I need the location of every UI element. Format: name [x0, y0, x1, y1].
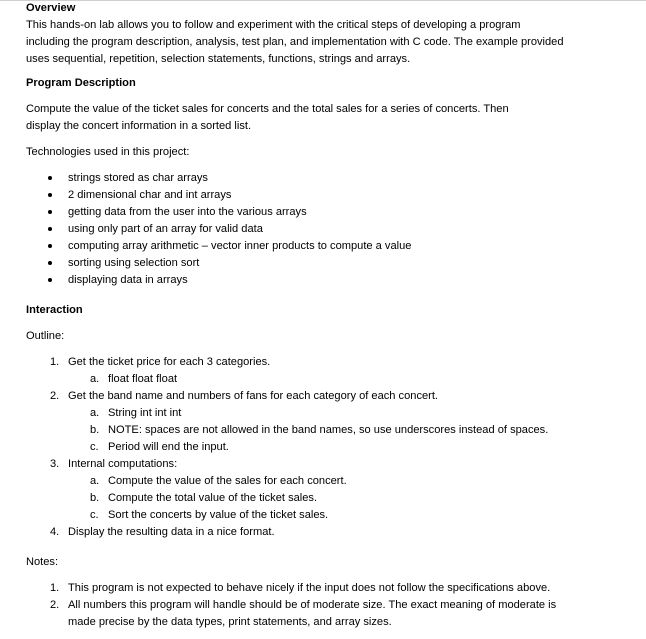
- note-number: 1.: [50, 582, 60, 594]
- list-item: strings stored as char arrays: [48, 170, 626, 187]
- notes-list: [26, 580, 580, 631]
- substep-letter: a.: [90, 475, 100, 487]
- substep-letter: b.: [90, 424, 100, 436]
- list-item: 2 dimensional char and int arrays: [48, 187, 626, 204]
- substep-letter: a.: [90, 373, 100, 385]
- program-description-heading: Program Description: [26, 77, 136, 89]
- substep: [90, 439, 626, 456]
- outline-step: [50, 524, 626, 541]
- note-item: [50, 580, 580, 597]
- outline-step: [50, 456, 626, 524]
- list-item: getting data from the user into the various arrays: [48, 204, 626, 221]
- substep-text: float float float: [108, 373, 178, 385]
- note-text: All numbers this program will handle should be of moderate size. The exact meaning of moderate is made precise by the data types, print statements, and array sizes.: [68, 599, 557, 628]
- list-item: displaying data in arrays: [48, 272, 626, 289]
- substep-list: [68, 405, 626, 456]
- step-text: Display the resulting data in a nice format.: [68, 526, 275, 538]
- interaction-heading: Interaction: [26, 304, 83, 316]
- list-item: sorting using selection sort: [48, 255, 626, 272]
- substep-letter: a.: [90, 407, 100, 419]
- step-number: 2.: [50, 390, 60, 402]
- step-number: 4.: [50, 526, 60, 538]
- substep-letter: c.: [90, 509, 99, 521]
- list-item: computing array arithmetic – vector inner products to compute a value: [48, 238, 626, 255]
- step-text: Get the band name and numbers of fans for each category of each concert.: [68, 390, 439, 402]
- substep-text: Compute the value of the sales for each concert.: [108, 475, 347, 487]
- substep-text: String int int int: [108, 407, 182, 419]
- outline-step: [50, 388, 626, 456]
- step-text: Internal computations:: [68, 458, 178, 470]
- substep-list: [68, 473, 626, 524]
- substep-text: NOTE: spaces are not allowed in the band names, so use underscores instead of spaces.: [108, 424, 549, 436]
- step-number: 3.: [50, 458, 60, 470]
- substep-text: Period will end the input.: [108, 441, 229, 453]
- program-description-paragraph: Compute the value of the ticket sales for concerts and the total sales for a series of concerts. Then display the concert information in a sorted list.: [26, 103, 509, 132]
- outline-step: [50, 354, 626, 388]
- overview-paragraph: This hands-on lab allows you to follow and experiment with the critical steps of developing a program including the program description, analysis, test plan, and implementation with C code. The example provided uses sequential, repetition, selection statements, functions, strings and arrays.: [26, 19, 564, 65]
- list-item: using only part of an array for valid data: [48, 221, 626, 238]
- substep: [90, 405, 626, 422]
- notes-label: Notes:: [26, 556, 59, 568]
- substep: [90, 490, 626, 507]
- substep-text: Compute the total value of the ticket sales.: [108, 492, 318, 504]
- substep-letter: b.: [90, 492, 100, 504]
- outline-list: [26, 354, 626, 541]
- document-page: [26, 0, 626, 631]
- substep-text: Sort the concerts by value of the ticket sales.: [108, 509, 329, 521]
- step-number: 1.: [50, 356, 60, 368]
- substep-list: [68, 371, 626, 388]
- overview-heading: Overview: [26, 2, 76, 14]
- technologies-intro: Technologies used in this project:: [26, 146, 190, 158]
- note-item: [50, 597, 580, 631]
- substep: [90, 422, 626, 439]
- note-text: This program is not expected to behave nicely if the input does not follow the specifications above.: [68, 582, 551, 594]
- note-number: 2.: [50, 599, 60, 611]
- outline-label: Outline:: [26, 330, 65, 342]
- substep: [90, 507, 626, 524]
- substep-letter: c.: [90, 441, 99, 453]
- technologies-list: [26, 170, 626, 289]
- substep: [90, 473, 626, 490]
- step-text: Get the ticket price for each 3 categories.: [68, 356, 271, 368]
- substep: [90, 371, 626, 388]
